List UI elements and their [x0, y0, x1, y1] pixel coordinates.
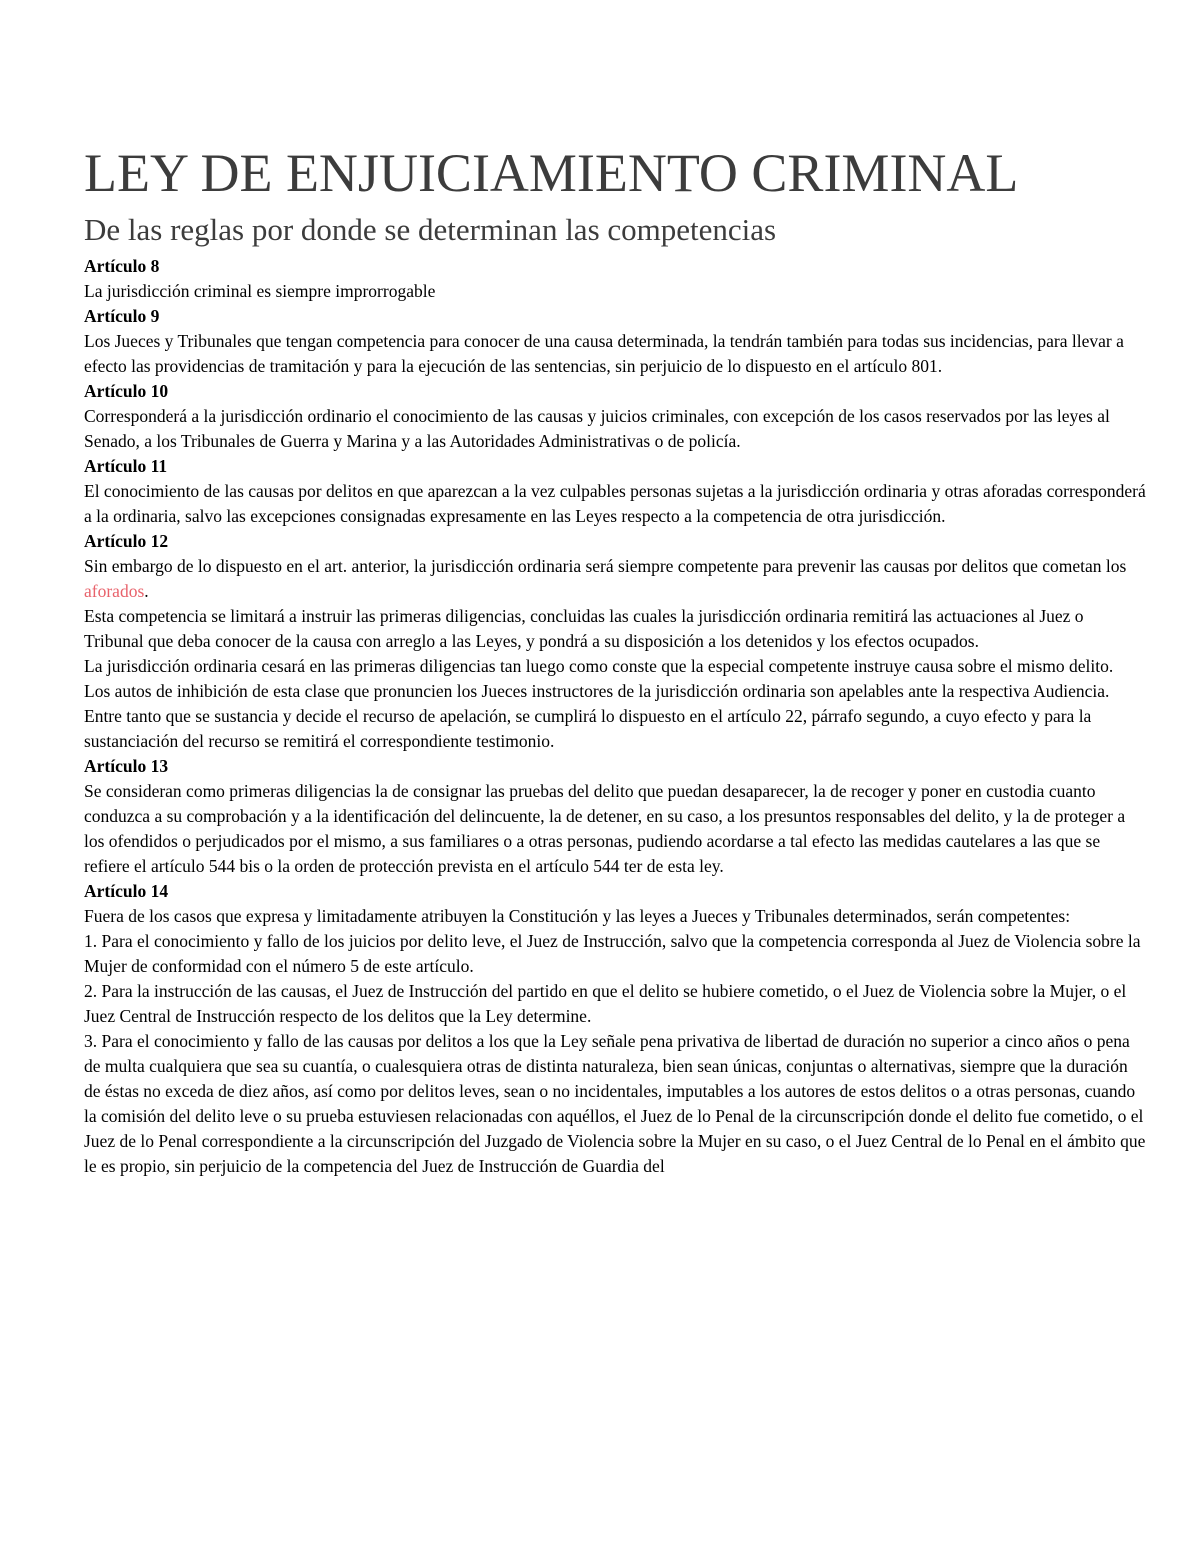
aforados-link[interactable]: aforados [84, 581, 145, 601]
article-paragraph: La jurisdicción criminal es siempre improrrogable [84, 281, 436, 301]
article-heading: Artículo 8 [84, 256, 160, 276]
article-9 [84, 304, 1146, 379]
paragraph-text: . [144, 581, 149, 601]
paragraph-text: Sin embargo de lo dispuesto en el art. anterior, la jurisdicción ordinaria será siempre competente para prevenir las causas por delitos que cometan los [84, 556, 1127, 576]
article-12 [84, 529, 1146, 754]
article-paragraph: 1. Para el conocimiento y fallo de los juicios por delito leve, el Juez de Instrucción, salvo que la competencia corresponda al Juez de Violencia sobre la Mujer de conformidad con el número 5 de este artículo. [84, 931, 1141, 976]
article-heading: Artículo 14 [84, 881, 169, 901]
article-paragraph: Fuera de los casos que expresa y limitadamente atribuyen la Constitución y las leyes a Jueces y Tribunales determinados, serán competentes: [84, 906, 1071, 926]
article-paragraph: El conocimiento de las causas por delitos en que aparezcan a la vez culpables personas sujetas a la jurisdicción ordinaria y otras aforadas corresponderá a la ordinaria, salvo las excepciones consignadas expresamente en las Leyes respecto a la competencia de otra jurisdicción. [84, 481, 1146, 526]
article-paragraph: 3. Para el conocimiento y fallo de las causas por delitos a los que la Ley señale pena privativa de libertad de duración no superior a cinco años o pena de multa cualquiera que sea su cuantía, o cualesquiera otras de distinta naturaleza, bien sean únicas, conjuntas o alternativas, siempre que la duración de éstas no exceda de diez años, así como por delitos leves, sean o no incidentales, imputables a los autores de estos delitos o a otras personas, cuando la comisión del delito leve o su prueba estuviesen relacionadas con aquéllos, el Juez de lo Penal de la circunscripción donde el delito fue cometido, o el Juez de lo Penal correspondiente a la circunscripción del Juzgado de Violencia sobre la Mujer en su caso, o el Juez Central de lo Penal en el ámbito que le es propio, sin perjuicio de la competencia del Juez de Instrucción de Guardia del [84, 1031, 1146, 1176]
article-paragraph: Esta competencia se limitará a instruir las primeras diligencias, concluidas las cuales la jurisdicción ordinaria remitirá las actuaciones al Juez o Tribunal que deba conocer de la causa con arreglo a las Leyes, y pondrá a su disposición a los detenidos y los efectos ocupados. [84, 606, 1084, 651]
document-subtitle: De las reglas por donde se determinan las competencias [84, 212, 777, 247]
article-11 [84, 454, 1146, 529]
article-paragraph: Los autos de inhibición de esta clase que pronuncien los Jueces instructores de la jurisdicción ordinaria son apelables ante la respectiva Audiencia. [84, 681, 1110, 701]
article-heading: Artículo 13 [84, 756, 169, 776]
article-heading: Artículo 12 [84, 531, 169, 551]
article-heading: Artículo 10 [84, 381, 169, 401]
article-paragraph: Los Jueces y Tribunales que tengan competencia para conocer de una causa determinada, la tendrán también para todas sus incidencias, para llevar a efecto las providencias de tramitación y para la ejecución de las sentencias, sin perjuicio de lo dispuesto en el artículo 801. [84, 331, 1124, 376]
article-8 [84, 254, 1146, 304]
document-title: LEY DE ENJUICIAMIENTO CRIMINAL [84, 143, 1019, 203]
article-paragraph [84, 554, 1146, 604]
article-13 [84, 754, 1146, 879]
document-page [84, 140, 1146, 1179]
article-paragraph: Corresponderá a la jurisdicción ordinario el conocimiento de las causas y juicios criminales, con excepción de los casos reservados por las leyes al Senado, a los Tribunales de Guerra y Marina y a las Autoridades Administrativas o de policía. [84, 406, 1110, 451]
article-paragraph: 2. Para la instrucción de las causas, el Juez de Instrucción del partido en que el delito se hubiere cometido, o el Juez de Violencia sobre la Mujer, o el Juez Central de Instrucción respecto de los delitos que la Ley determine. [84, 981, 1127, 1026]
article-10 [84, 379, 1146, 454]
article-paragraph: Entre tanto que se sustancia y decide el recurso de apelación, se cumplirá lo dispuesto en el artículo 22, párrafo segundo, a cuyo efecto y para la sustanciación del recurso se remitirá el correspondiente testimonio. [84, 706, 1092, 751]
article-heading: Artículo 11 [84, 456, 168, 476]
article-heading: Artículo 9 [84, 306, 160, 326]
article-paragraph: Se consideran como primeras diligencias la de consignar las pruebas del delito que puedan desaparecer, la de recoger y poner en custodia cuanto conduzca a su comprobación y a la identificación del delincuente, la de detener, en su caso, a los presuntos responsables del delito, y la de proteger a los ofendidos o perjudicados por el mismo, a sus familiares o a otras personas, pudiendo acordarse a tal efecto las medidas cautelares a las que se refiere el artículo 544 bis o la orden de protección prevista en el artículo 544 ter de esta ley. [84, 781, 1126, 876]
article-14 [84, 879, 1146, 1179]
article-paragraph: La jurisdicción ordinaria cesará en las primeras diligencias tan luego como conste que la especial competente instruye causa sobre el mismo delito. [84, 656, 1114, 676]
